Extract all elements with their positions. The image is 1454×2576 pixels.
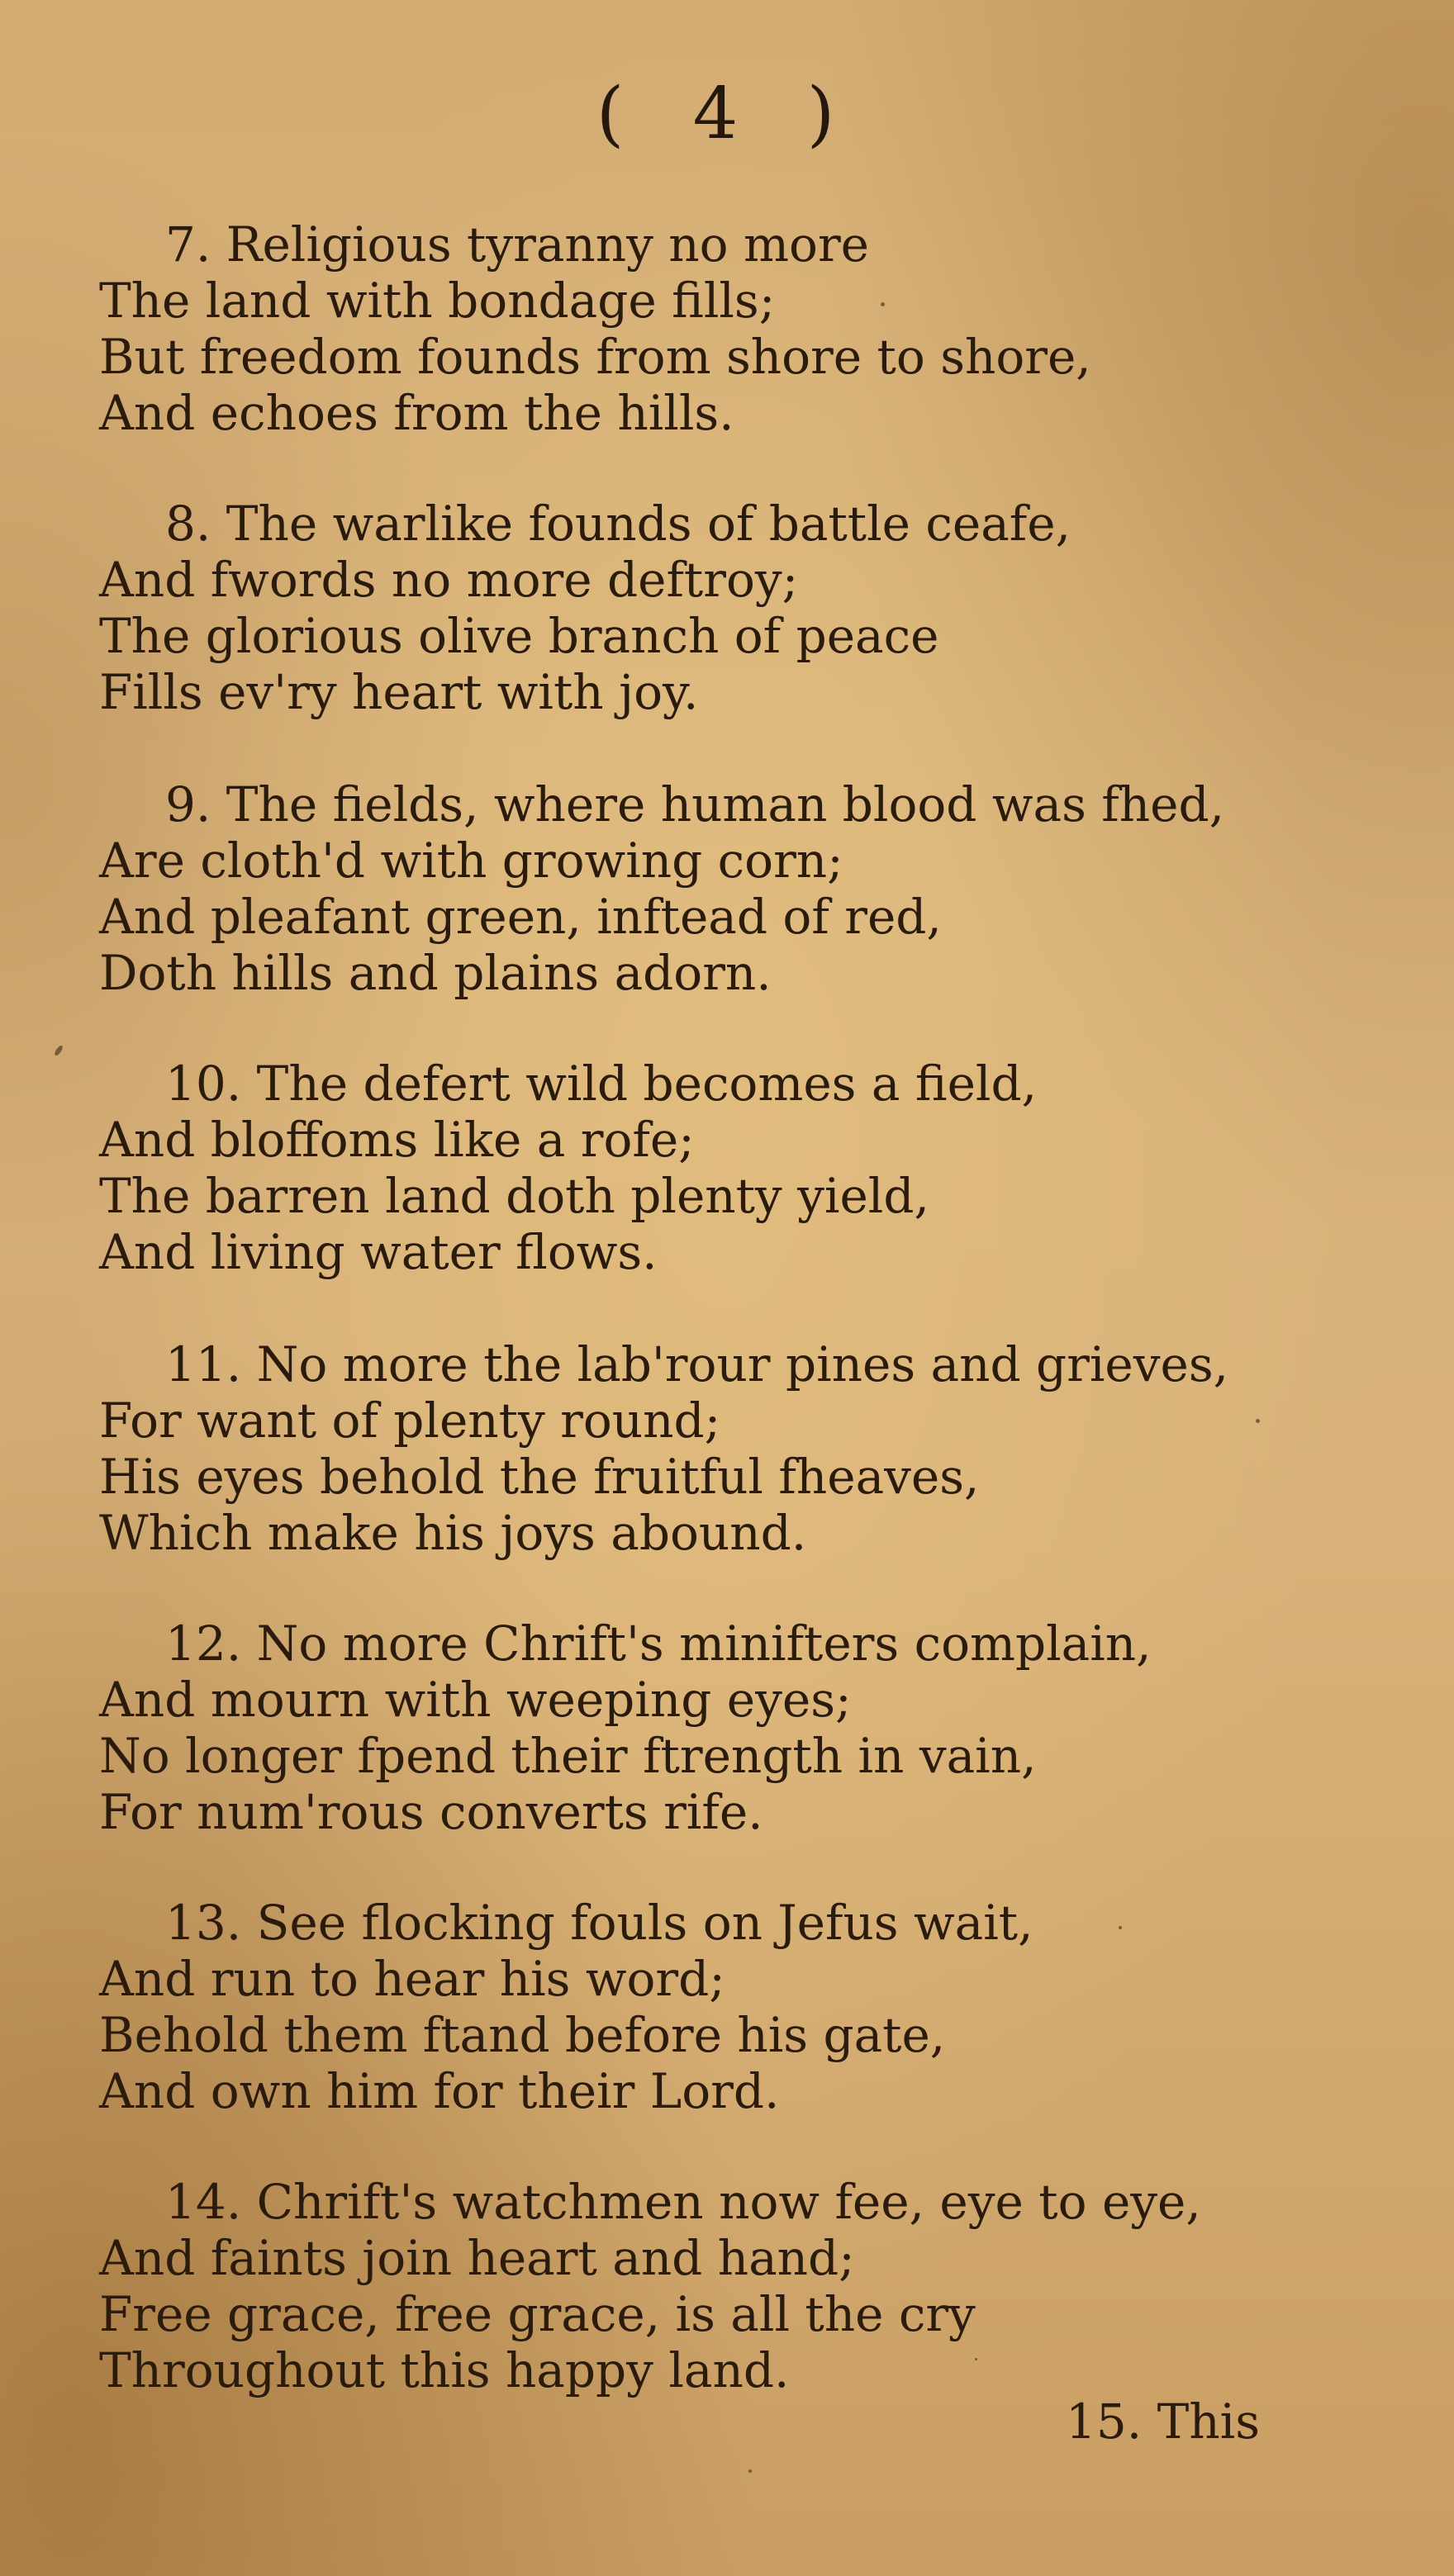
verse-line: No longer fpend their ftrength in vain, — [99, 1728, 1037, 1784]
verse-line: And pleafant green, inftead of red, — [99, 889, 942, 945]
verse-line: Doth hills and plains adorn. — [99, 945, 772, 1001]
verse-line: And mourn with weeping eyes; — [99, 1672, 852, 1728]
verse-line: And bloffoms like a rofe; — [99, 1112, 695, 1168]
verse-line: And fwords no more deftroy; — [99, 552, 799, 608]
stanza-8 — [99, 496, 1272, 720]
verse-line: The land with bondage fills; — [99, 273, 776, 329]
verse-line: Throughout this happy land. — [99, 2342, 790, 2398]
verse-line: 8. The warlike founds of battle ceafe, — [165, 496, 1071, 552]
paper-speck — [881, 302, 885, 306]
stanza-7 — [99, 216, 1272, 441]
verse-line: Are cloth'd with growing corn; — [99, 833, 843, 889]
verse-line: 9. The fields, where human blood was fhed, — [165, 776, 1225, 833]
stanza-13 — [99, 1895, 1272, 2119]
stanza-14 — [99, 2174, 1272, 2398]
paper-speck — [1119, 1926, 1122, 1929]
stanza-10 — [99, 1056, 1272, 1280]
verse-line: The barren land doth plenty yield, — [99, 1168, 929, 1224]
verse-line: Behold them ftand before his gate, — [99, 2007, 946, 2063]
verse-line: Which make his joys abound. — [99, 1505, 807, 1561]
verse-line: 12. No more Chrift's minifters complain, — [165, 1615, 1152, 1672]
verse-line: For want of plenty round; — [99, 1392, 721, 1449]
stanza-12 — [99, 1615, 1272, 1840]
verse-line: But freedom founds from shore to shore, — [99, 329, 1091, 385]
verse-line: And run to hear his word; — [99, 1951, 725, 2007]
verse-line: And own him for their Lord. — [99, 2063, 780, 2119]
verse-line: And faints join heart and hand; — [99, 2230, 855, 2286]
stanza-9 — [99, 776, 1272, 1001]
paper-speck — [748, 2469, 752, 2473]
verse-line: 14. Chrift's watchmen now fee, eye to eye, — [165, 2174, 1201, 2230]
verse-line: 7. Religious tyranny no more — [165, 216, 869, 273]
verse-line: Free grace, free grace, is all the cry — [99, 2286, 976, 2342]
paper-speck — [975, 2358, 977, 2360]
verse-line: For num'rous converts rife. — [99, 1784, 763, 1840]
verse-line: And living water flows. — [99, 1224, 658, 1280]
paper-speck — [1256, 1419, 1260, 1423]
verse-line: The glorious olive branch of peace — [99, 608, 939, 664]
catchword: 15. This — [1065, 2393, 1260, 2450]
page-number: ( 4 ) — [596, 73, 858, 155]
verse-line: 11. No more the lab'rour pines and grieves, — [165, 1336, 1229, 1392]
verse-line: And echoes from the hills. — [99, 385, 734, 441]
paper-speck — [54, 1045, 64, 1057]
verse-line: 10. The defert wild becomes a field, — [165, 1056, 1038, 1112]
verse-line: 13. See flocking fouls on Jefus wait, — [165, 1895, 1033, 1951]
stanza-11 — [99, 1336, 1272, 1561]
verse-line: Fills ev'ry heart with joy. — [99, 664, 699, 720]
verse-line: His eyes behold the fruitful fheaves, — [99, 1449, 980, 1505]
